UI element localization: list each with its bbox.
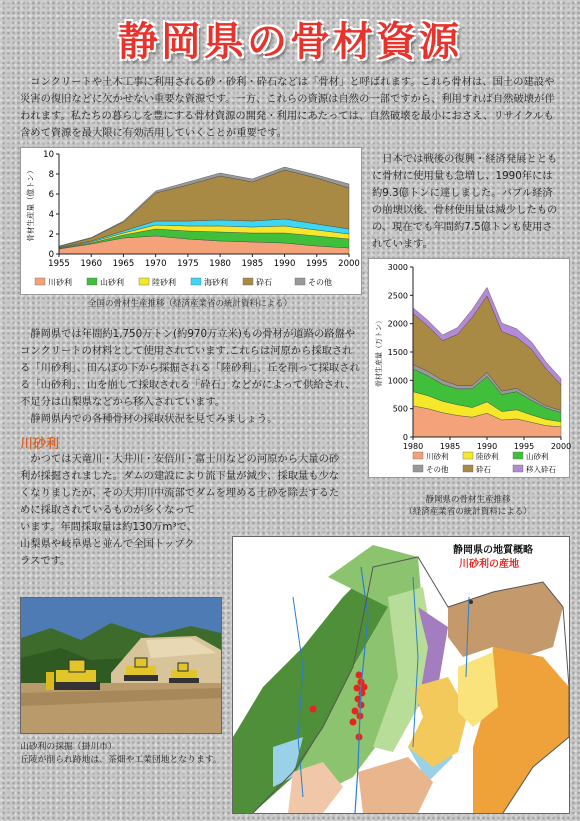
- legend-swatch: [35, 278, 45, 285]
- y-tick-label: 1000: [387, 376, 408, 386]
- river-gravel-heading: 川砂利: [20, 437, 60, 452]
- y-tick-label: 2000: [387, 319, 408, 329]
- legend-label: 川砂利: [426, 452, 449, 461]
- shizuoka-chart-caption: [368, 494, 568, 518]
- x-tick-label: 1995: [513, 442, 535, 451]
- quarry-photo: [20, 597, 222, 734]
- legend-label: 山砂利: [526, 452, 549, 461]
- y-tick-label: 0: [48, 250, 54, 260]
- legend-label: 川砂利: [48, 278, 72, 287]
- x-tick-label: 1990: [273, 259, 296, 269]
- legend-label: その他: [426, 465, 449, 474]
- y-axis-label: 骨材生産量（万トン）: [375, 317, 383, 387]
- intro-paragraph: コンクリートや土木工事に利用される砂・砂利・砕石などは「骨材」と呼ばれます。これら骨材は、国土の建設や災害の復旧などに欠かせない重要な資源です。一方、これらの資源は自然の一部ですから、利用すれば自然破壊が伴われます。私たちの暮らしを豊にする骨材資源の開発・利用にあたっては、自然破壊を最小におさえ、リサイクルも含めて資源を最大限に有効活用していくことが重要です。: [20, 76, 555, 139]
- x-tick-label: 1960: [80, 259, 103, 269]
- shizuoka-chart: [368, 258, 570, 478]
- mid-paragraph-2: 静岡県内での各種骨材の採取状況を見てみましょう。: [30, 413, 278, 425]
- x-tick-label: 2000: [550, 442, 572, 451]
- river-line: います。年間採取量は約130万m³で、: [20, 521, 197, 533]
- mt-fuji-marker: [469, 600, 473, 604]
- x-tick-label: 2000: [338, 259, 360, 269]
- x-tick-label: 1995: [305, 259, 328, 269]
- river-line: 利が採掘されました。ダムの建設により流下量が減少、採取量も少な: [20, 470, 340, 482]
- legend-swatch: [191, 278, 201, 285]
- legend-swatch: [413, 465, 423, 472]
- y-tick-label: 3000: [387, 263, 408, 272]
- x-tick-label: 1955: [48, 259, 70, 269]
- x-tick-label: 1980: [209, 259, 231, 269]
- legend-swatch: [243, 278, 253, 285]
- map-subtitle: 川砂利の産地: [459, 559, 519, 570]
- page-title: 静岡県の骨材資源: [118, 19, 462, 65]
- legend-swatch: [413, 452, 423, 459]
- legend-label: 山砂利: [100, 278, 124, 287]
- legend-label: 砕石: [476, 465, 491, 474]
- legend-label: 陸砂利: [152, 278, 176, 287]
- legend-label: その他: [308, 278, 332, 287]
- river-line: くなりましたが、その大井川中流部でダムを埋める土砂を除去するた: [20, 487, 340, 499]
- legend-swatch: [139, 278, 149, 285]
- map-title: 静岡県の地質概略: [453, 545, 533, 556]
- y-tick-label: 2500: [387, 291, 408, 301]
- y-tick-label: 8: [48, 170, 54, 180]
- legend-swatch: [463, 465, 473, 472]
- legend-label: 陸砂利: [476, 452, 499, 461]
- y-tick-label: 10: [43, 150, 54, 160]
- national-chart: [20, 147, 362, 295]
- national-chart-svg: [21, 148, 361, 294]
- x-tick-label: 1970: [144, 259, 167, 269]
- x-tick-label: 1980: [402, 442, 424, 451]
- y-tick-label: 4: [48, 210, 54, 220]
- x-tick-label: 1975: [177, 259, 199, 269]
- mid-paragraph: [20, 326, 360, 428]
- legend-swatch: [463, 452, 473, 459]
- y-tick-label: 500: [392, 404, 408, 414]
- right-paragraph: 日本では戦後の復興・経済発展とともに骨材に使用量も急増し、1990年には約9.3億トンに達しました。バブル経済の崩壊以後、骨材使用量は減少したものの、現在でも年間約7.5億トンも使用されています。: [372, 153, 558, 250]
- legend-label: 砕石: [256, 278, 272, 287]
- river-line: かつては天竜川・大井川・安倍川・富士川などの河原から大量の砂: [20, 453, 340, 465]
- river-line: ラスです。: [20, 555, 71, 567]
- shizuoka-chart-caption-line2: （経済産業省の統計資料による）: [404, 507, 532, 517]
- legend-swatch: [87, 278, 97, 285]
- national-chart-caption: 全国の骨材生産推移（経済産業省の統計資料による）: [87, 299, 292, 309]
- photo-caption-line1: 山砂利の採掘（掛川市）: [20, 742, 117, 752]
- y-tick-label: 2: [48, 230, 54, 240]
- y-tick-label: 6: [48, 190, 54, 200]
- y-tick-label: 1500: [387, 348, 408, 357]
- legend-swatch: [513, 452, 523, 459]
- y-tick-label: 0: [402, 433, 408, 442]
- x-tick-label: 1985: [241, 259, 264, 269]
- x-tick-label: 1990: [476, 442, 498, 451]
- x-tick-label: 1965: [112, 259, 135, 269]
- shizuoka-chart-caption-line1: 静岡県の骨材生産推移: [425, 495, 511, 505]
- shizuoka-chart-svg: [369, 259, 572, 477]
- legend-label: 移入砕石: [526, 465, 556, 474]
- river-line: めに採取されているものが多くなって: [20, 504, 196, 516]
- photo-caption-line2: 丘陵が削られ跡地は、茶畑や工業団地となります。: [20, 755, 222, 765]
- x-tick-label: 1985: [439, 442, 461, 451]
- legend-swatch: [295, 278, 305, 285]
- geology-map: [232, 536, 570, 814]
- photo-caption: [20, 741, 222, 767]
- y-axis-label: 骨材生産量（億トン）: [26, 166, 35, 242]
- legend-label: 海砂利: [204, 278, 228, 287]
- river-line: 山梨県や岐阜県と並んで全国トップク: [20, 538, 195, 550]
- mid-paragraph-1: 静岡県では年間約1,750万トン(約970万立米)もの骨材が道路の路盤やコンクリートの材料として使用されています.これらは河原から採取される「川砂利」、田んぼの下から採掘される「陸砂利」、丘を削って採取される「山砂利」、山を崩して採取される「砕石」などがによって供給され、不足分は山梨県などから移入されています。: [20, 328, 360, 408]
- legend-swatch: [513, 465, 523, 472]
